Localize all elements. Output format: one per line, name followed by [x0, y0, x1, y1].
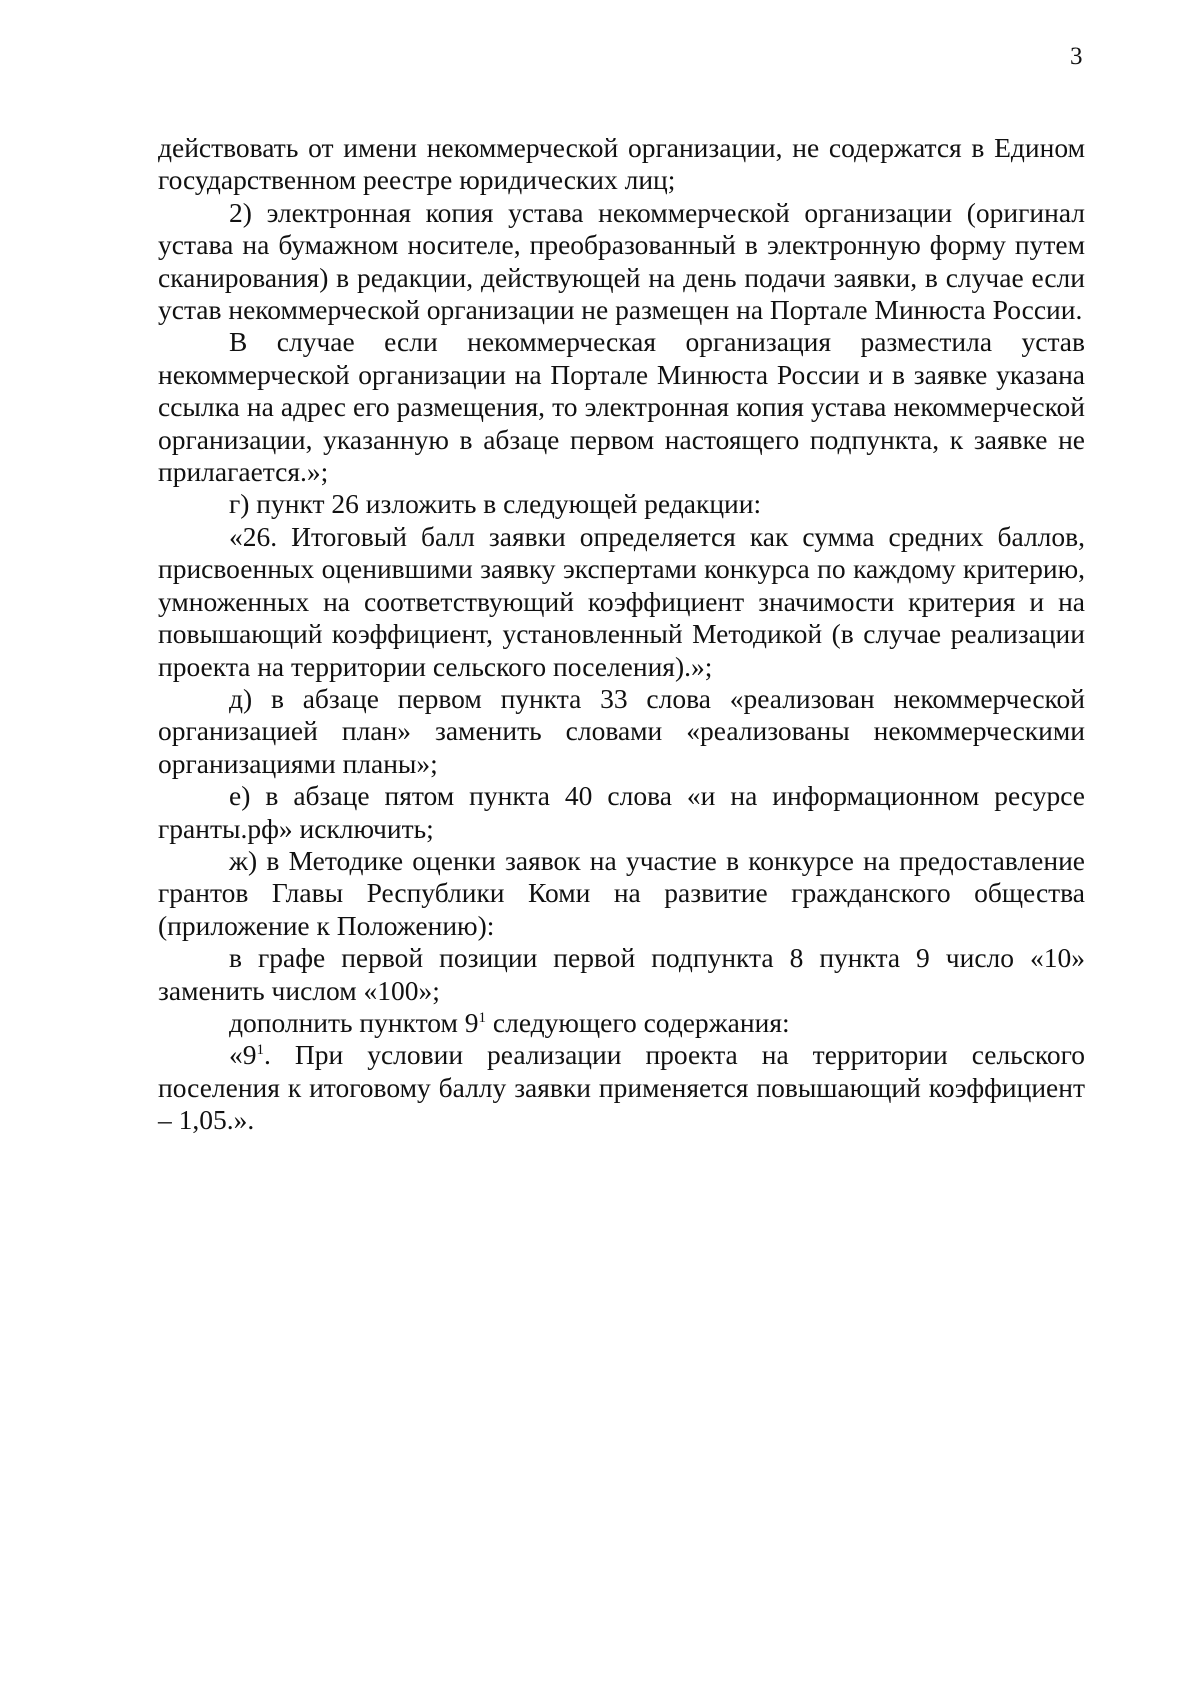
page-number: 3: [1070, 43, 1083, 70]
superscript-marker: 1: [256, 1042, 264, 1059]
paragraph-item-zh: ж) в Методике оценки заявок на участие в конкурсе на предоставление грантов Главы Республики Коми на развитие гражданского общества (приложение к Положению):: [158, 844, 1085, 941]
superscript-marker: 1: [478, 1009, 487, 1026]
paragraph-item-2: 2) электронная копия устава некоммерческой организации (оригинал устава на бумажном носителе, преобразованный в электронную форму путем сканирования) в редакции, действующей на день подачи заявки, в случае если устав некоммерческой организации не размещен на Портале Минюста России.: [158, 196, 1085, 326]
point-9-1-text-end: . При условии реализации проекта на территории сельского поселения к итоговому баллу заявки применяется повышающий коэффициент – 1,05.».: [158, 1039, 1085, 1136]
paragraph-item-g: г) пункт 26 изложить в следующей редакции:: [229, 488, 762, 520]
paragraph-point-9-1: [158, 1039, 1085, 1136]
add-point-text-end: следующего содержания:: [486, 1006, 790, 1038]
paragraph-item-d: д) в абзаце первом пункта 33 слова «реализован некоммерческой организацией план» заменить словами «реализованы некоммерческими организациями планы»;: [158, 682, 1085, 779]
point-9-1-text-start: «9: [229, 1039, 257, 1071]
add-point-text-start: дополнить пунктом 9: [229, 1006, 479, 1038]
paragraph-charter-note: В случае если некоммерческая организация разместила устав некоммерческой организации на Портале Минюста России и в заявке указана ссылка на адрес его размещения, то электронная копия устава некоммерческой организации, указанную в абзаце первом настоящего подпункта, к заявке не прилагается.»;: [158, 326, 1085, 488]
paragraph-continuation: действовать от имени некоммерческой организации, не содержатся в Едином государственном реестре юридических лиц;: [158, 132, 1085, 196]
paragraph-item-e: е) в абзаце пятом пункта 40 слова «и на информационном ресурсе гранты.рф» исключить;: [158, 780, 1085, 844]
paragraph-point-26: «26. Итоговый балл заявки определяется как сумма средних баллов, присвоенных оценившими заявку экспертами конкурса по каждому критерию, умноженных на соответствующий коэффициент значимости критерия и на повышающий коэффициент, установленный Методикой (в случае реализации проекта на территории сельского поселения).»;: [158, 520, 1085, 682]
paragraph-add-point: [158, 1007, 1085, 1039]
paragraph-replace-number: в графе первой позиции первой подпункта 8 пункта 9 число «10» заменить числом «100»;: [158, 942, 1085, 1006]
document-body: [158, 132, 1085, 1137]
